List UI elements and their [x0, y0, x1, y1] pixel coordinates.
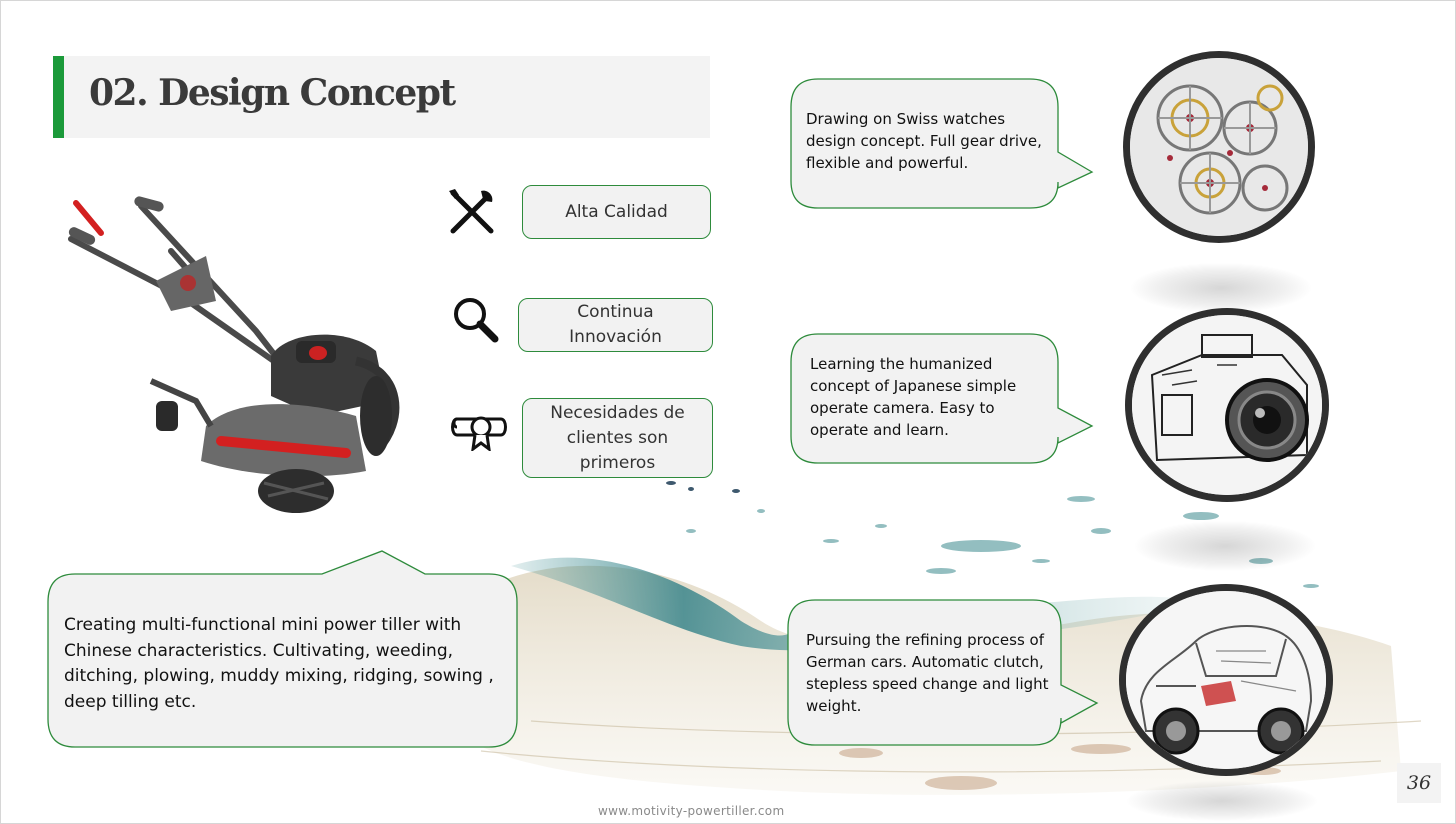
title-accent-bar: [53, 56, 64, 138]
concept-text: Drawing on Swiss watches design concept. Full gear drive, flexible and powerful.: [806, 110, 1042, 172]
magnifier-icon: [451, 295, 499, 343]
page-number: [1397, 763, 1441, 803]
certificate-icon: [447, 411, 511, 451]
main-callout-bubble: [47, 549, 519, 749]
feature-label: Alta Calidad: [565, 201, 668, 222]
feature-pill-quality: [522, 185, 711, 239]
feature-pill-innovation: [518, 298, 713, 352]
circle-shadow: [1135, 521, 1315, 571]
title-bar: [53, 56, 710, 138]
page-number-text: 36: [1406, 772, 1432, 794]
feature-label: Continua Innovación: [569, 302, 662, 347]
concept-bubble-camera: [790, 333, 1094, 465]
tools-icon: [447, 187, 497, 237]
circle-shadow: [1127, 781, 1317, 821]
concept-text: Pursuing the refining process of German cars. Automatic clutch, stepless speed change and light weight.: [806, 631, 1049, 715]
camera-image: [1125, 308, 1329, 502]
main-callout-text: Creating multi-functional mini power tiller with Chinese characteristics. Cultivating, weeding, ditching, plowing, muddy mixing, ridging, sowing , deep tilling etc.: [64, 615, 494, 712]
watch-gears-image: [1123, 51, 1315, 243]
footer-url: www.motivity-powertiller.com: [598, 804, 785, 818]
concept-text: Learning the humanized concept of Japanese simple operate camera. Easy to operate and learn.: [810, 355, 1017, 439]
feature-label: Necesidades de clientes son primeros: [550, 402, 685, 473]
power-tiller-image: [56, 191, 416, 521]
concept-bubble-car: [787, 599, 1099, 747]
circle-shadow: [1131, 263, 1311, 313]
page-title: 02. Design Concept: [89, 72, 455, 114]
feature-pill-customers: [522, 398, 713, 478]
car-xray-image: [1119, 584, 1333, 776]
concept-bubble-watch: [790, 78, 1094, 210]
